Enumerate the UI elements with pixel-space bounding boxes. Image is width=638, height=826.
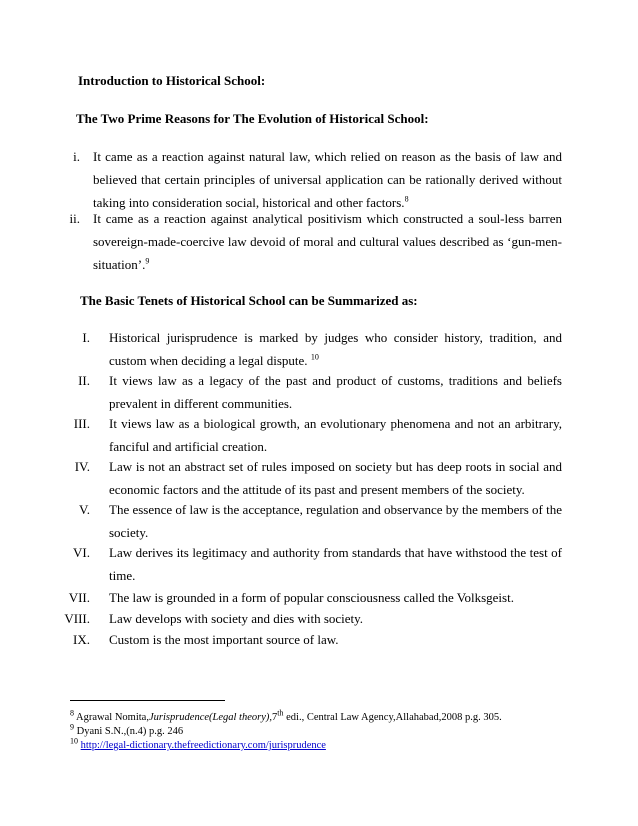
- list-text: It views law as a legacy of the past and product of customs, traditions and beliefs prevalent in different communities.: [109, 373, 562, 411]
- footnote-10: [70, 736, 326, 751]
- list-item: [60, 207, 562, 277]
- list-text: Law derives its legitimacy and authority from standards that have withstood the test of time.: [109, 545, 562, 583]
- footnote-mark: 10: [70, 736, 78, 746]
- list-item: [60, 145, 562, 215]
- footnote-8: [70, 708, 502, 723]
- list-number: II.: [78, 373, 90, 388]
- list-number: VII.: [68, 590, 90, 605]
- list-text: [93, 207, 562, 276]
- footnote-divider: [70, 700, 225, 701]
- footnote-mark: 8: [70, 708, 74, 718]
- list-text: It views law as a biological growth, an evolutionary phenomena and not an arbitrary, fanciful and artificial creation.: [109, 416, 562, 454]
- heading-intro: Introduction to Historical School:: [78, 73, 266, 88]
- footnote-ref: 10: [310, 352, 319, 362]
- list-text-body: It came as a reaction against analytical positivism which constructed a soul-less barren sovereign-made-coercive law devoid of moral and cultural values described as ‘gun-men-situation’.: [93, 211, 562, 272]
- list-number: i.: [73, 149, 80, 164]
- footnote-text: Dyani S.N.,(n.4) p.g. 246: [76, 726, 184, 737]
- list-number: III.: [73, 416, 90, 431]
- footnote-link[interactable]: http://legal-dictionary.thefreedictionary.com/jurisprudence: [80, 740, 326, 751]
- list-number: VIII.: [64, 611, 90, 626]
- heading-two-reasons: The Two Prime Reasons for The Evolution of Historical School:: [76, 111, 429, 126]
- footnote-9: [70, 722, 184, 737]
- list-number: V.: [79, 502, 90, 517]
- footnote-edition: 7: [272, 712, 278, 723]
- list-text-body: It came as a reaction against natural law, which relied on reason as the basis of law and believed that certain principles of universal application can be rationally derived without taking into consideration social, historical and other factors.: [93, 149, 562, 210]
- footnote-title: Jurisprudence(Legal theory),: [148, 712, 273, 723]
- list-number: IX.: [73, 632, 90, 647]
- list-text: Law is not an abstract set of rules imposed on society but has deep roots in social and economic factors and the attitude of its past and present members of the society.: [109, 459, 562, 497]
- footnote-edition-suffix: th: [277, 708, 284, 718]
- footnote-publisher: edi., Central Law Agency,Allahabad,2008 p.g. 305.: [283, 712, 502, 723]
- list-text: [109, 326, 562, 372]
- list-number: ii.: [69, 211, 80, 226]
- list-text: Law develops with society and dies with society.: [109, 611, 364, 626]
- footnote-author: Agrawal Nomita,: [76, 712, 149, 723]
- list-text: [93, 145, 562, 214]
- footnote-mark: 9: [70, 722, 74, 732]
- footnote-ref: 8: [404, 194, 409, 204]
- footnote-ref: 9: [145, 256, 150, 266]
- list-number: I.: [82, 330, 90, 345]
- list-text-body: Historical jurisprudence is marked by judges who consider history, tradition, and custom when deciding a legal dispute.: [109, 330, 562, 368]
- list-number: IV.: [74, 459, 90, 474]
- heading-tenets: The Basic Tenets of Historical School can be Summarized as:: [80, 293, 418, 308]
- list-text: The law is grounded in a form of popular consciousness called the Volksgeist.: [109, 590, 514, 605]
- list-number: VI.: [73, 545, 90, 560]
- list-text: The essence of law is the acceptance, regulation and observance by the members of the society.: [109, 502, 563, 540]
- list-text: Custom is the most important source of law.: [109, 632, 339, 647]
